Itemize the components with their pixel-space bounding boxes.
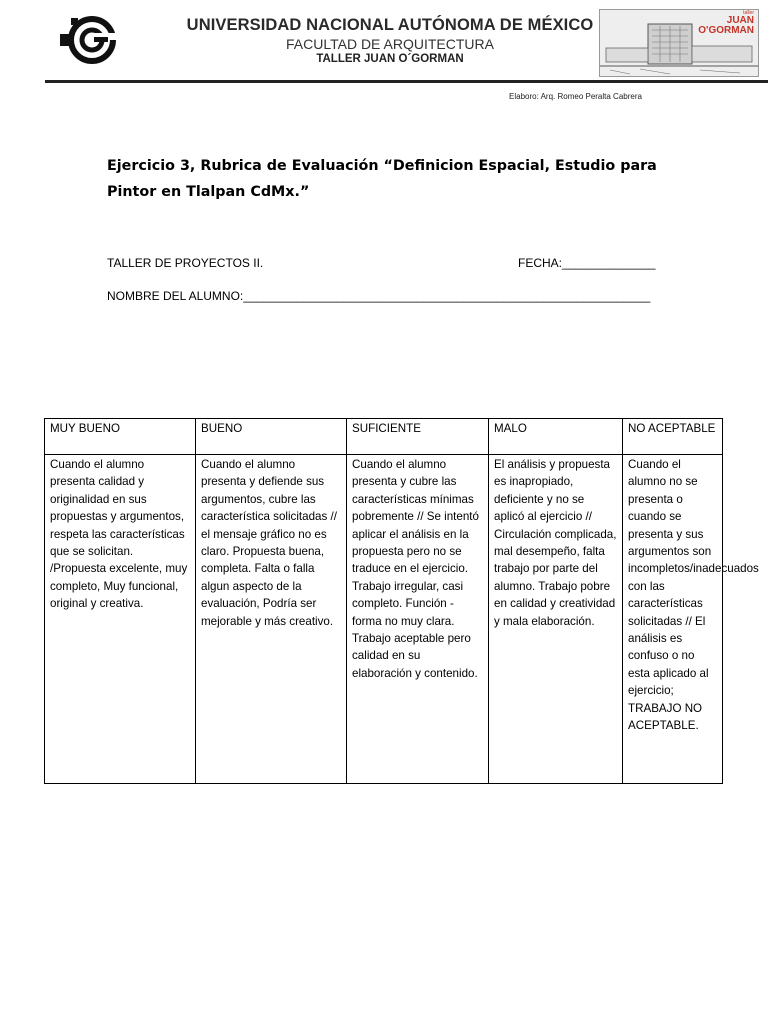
description-suficiente: Cuando el alumno presenta y cubre las características mínimas pobremente // Se intentó aplicar el análisis en la propuesta pero no se traduce en el ejercicio. Trabajo irregular, casi completo. Función - forma no muy clara. Trabajo aceptable pero calidad en su elaboración y contenido. bbox=[347, 455, 489, 784]
description-muy-bueno: Cuando el alumno presenta calidad y originalidad en sus propuestas y argumentos, respeta las características que se solicitan. /Propuesta excelente, muy completo, Muy funcional, original y creativa. bbox=[45, 455, 196, 784]
workshop-banner-image bbox=[599, 9, 759, 77]
description-bueno: Cuando el alumno presenta y defiende sus argumentos, cubre las característica solicitadas // el mensaje gráfico no es claro. Propuesta buena, completa. Falta o falla algun aspecto de la evaluación, Podría ser mejorable y más creativo. bbox=[196, 455, 347, 784]
header-muy-bueno: MUY BUENO bbox=[45, 419, 196, 455]
faculty-name: FACULTAD DE ARQUITECTURA bbox=[286, 36, 494, 52]
author-note: Elaboro: Arq. Romeo Peralta Cabrera bbox=[509, 92, 642, 101]
rubric-header-row bbox=[45, 419, 723, 455]
university-logo bbox=[58, 14, 120, 66]
date-field: FECHA:______________ bbox=[518, 256, 656, 270]
institution-header bbox=[180, 16, 600, 65]
rubric-table bbox=[44, 418, 759, 784]
course-label: TALLER DE PROYECTOS II. bbox=[107, 256, 264, 270]
description-malo: El análisis y propuesta es inapropiado, deficiente y no se aplicó al ejercicio // Circulación complicada, mal desempeño, falta trabajo por parte del alumno. Trabajo pobre en calidad y creatividad y mala elaboración. bbox=[489, 455, 623, 784]
workshop-name: TALLER JUAN O´GORMAN bbox=[316, 53, 464, 65]
rubric-description-row bbox=[45, 455, 723, 784]
banner-label: taller JUAN O'GORMAN bbox=[698, 10, 754, 36]
university-name: UNIVERSIDAD NACIONAL AUTÓNOMA DE MÉXICO bbox=[186, 16, 594, 34]
header-malo: MALO bbox=[489, 419, 623, 455]
document-title: Ejercicio 3, Rubrica de Evaluación “Definicion Espacial, Estudio para Pintor en Tlalpan CdMx.” bbox=[107, 158, 657, 200]
header-bueno: BUENO bbox=[196, 419, 347, 455]
header-suficiente: SUFICIENTE bbox=[347, 419, 489, 455]
header-no-aceptable: NO ACEPTABLE bbox=[623, 419, 723, 455]
header-divider bbox=[45, 80, 768, 83]
description-no-aceptable: Cuando el alumno no se presenta o cuando se presenta y sus argumentos son incompletos/inadecuados con las características solicitadas // El análisis es confuso o no esta aplicado al ejercicio; TRABAJO NO ACEPTABLE. bbox=[623, 455, 723, 784]
student-name-field: NOMBRE DEL ALUMNO:_____________________________________________________________ bbox=[107, 289, 651, 303]
